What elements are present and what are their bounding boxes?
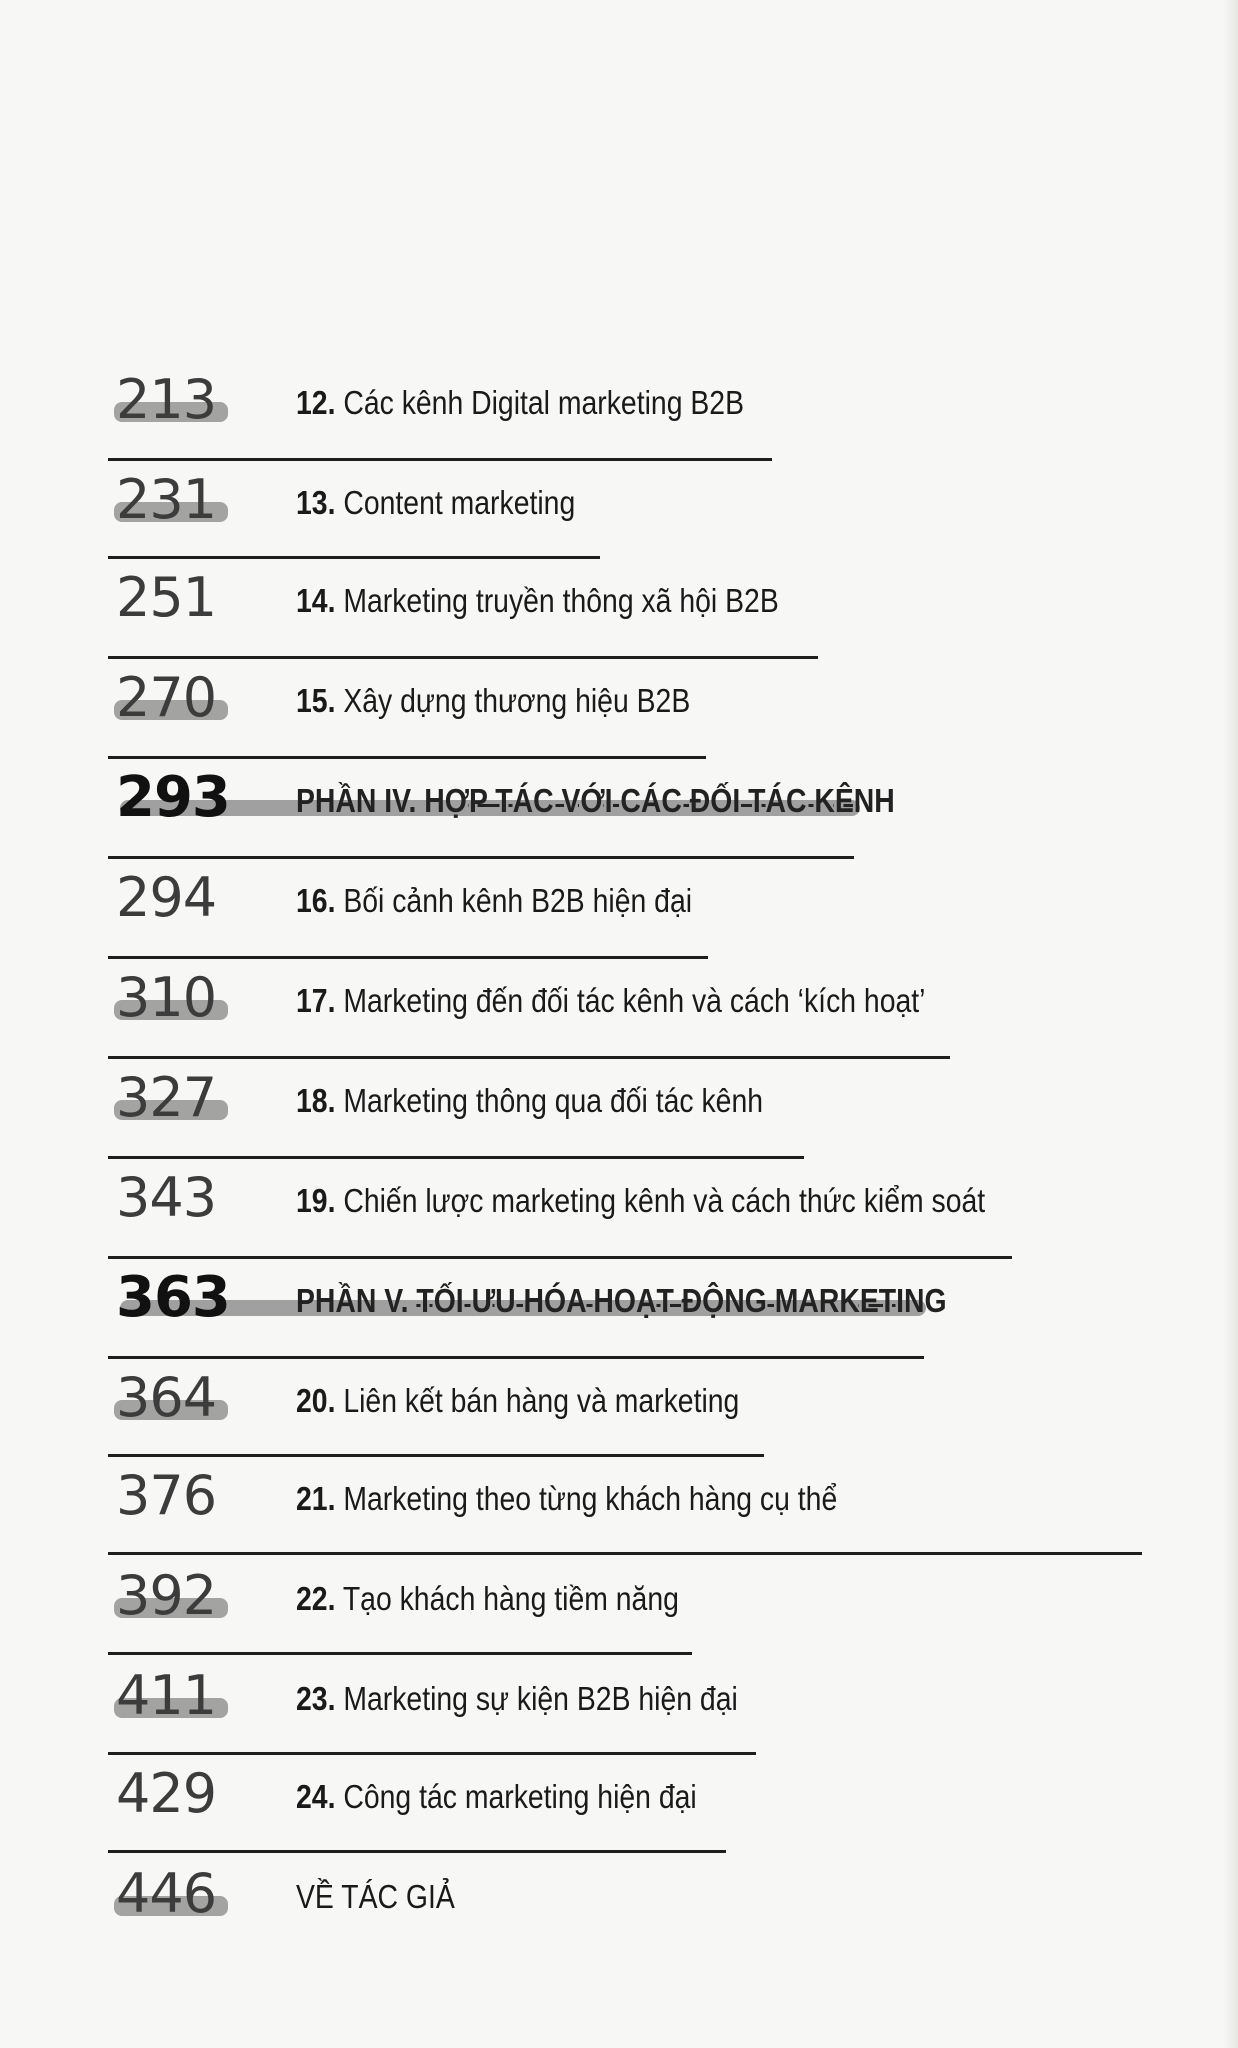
- chapter-number: 13.: [296, 484, 336, 521]
- toc-entry: [0, 1754, 1238, 1854]
- page-number: 327: [116, 1068, 234, 1128]
- separator-rule: [108, 1652, 692, 1655]
- toc-entry: [0, 1358, 1238, 1458]
- entry-title: [296, 1280, 947, 1322]
- page-number: 270: [116, 668, 234, 728]
- toc-entry: [0, 1058, 1238, 1158]
- page-number: 411: [116, 1666, 234, 1726]
- page-number: 294: [116, 866, 217, 929]
- chapter-number: 24.: [296, 1778, 336, 1815]
- entry-title: [296, 1578, 679, 1620]
- entry-title: [296, 1380, 739, 1422]
- toc-entry: [0, 1656, 1238, 1756]
- part-title: TỐI ƯU HÓA HOẠT ĐỘNG MARKETING: [416, 1282, 947, 1319]
- page-number: 429: [116, 1762, 217, 1825]
- separator-rule: [108, 1850, 726, 1853]
- part-number: PHẦN IV.: [296, 782, 417, 819]
- chapter-number: 21.: [296, 1480, 336, 1517]
- toc-entry: [0, 1556, 1238, 1656]
- chapter-title: VỀ TÁC GIẢ: [296, 1878, 455, 1915]
- entry-title: [296, 1080, 763, 1122]
- page-number: 392: [116, 1566, 234, 1626]
- chapter-title: Marketing theo từng khách hàng cụ thể: [343, 1480, 838, 1517]
- chapter-number: 22.: [296, 1580, 336, 1617]
- page-number: 251: [116, 566, 217, 629]
- chapter-number: 16.: [296, 882, 336, 919]
- entry-title: [296, 780, 895, 822]
- chapter-number: 23.: [296, 1680, 336, 1717]
- chapter-title: Marketing truyền thông xã hội B2B: [343, 582, 779, 619]
- toc-part-entry: [0, 758, 1238, 858]
- chapter-title: Các kênh Digital marketing B2B: [343, 384, 745, 421]
- entry-title: [296, 580, 779, 622]
- chapter-title: Marketing thông qua đối tác kênh: [343, 1082, 764, 1119]
- part-number: PHẦN V.: [296, 1282, 409, 1319]
- toc-entry: [0, 360, 1238, 460]
- toc-entry: [0, 658, 1238, 758]
- entry-title: [296, 1776, 697, 1818]
- page-number: 363: [116, 1265, 230, 1330]
- chapter-title: Công tác marketing hiện đại: [343, 1778, 697, 1815]
- chapter-title: Chiến lược marketing kênh và cách thức kiểm soát: [343, 1182, 986, 1219]
- chapter-title: Marketing đến đối tác kênh và cách ‘kích hoạt’: [343, 982, 926, 1019]
- chapter-number: 19.: [296, 1182, 336, 1219]
- page-number: 231: [116, 470, 234, 530]
- chapter-number: 14.: [296, 582, 336, 619]
- entry-title: [296, 482, 575, 524]
- entry-title: [296, 382, 744, 424]
- page-number: 376: [116, 1464, 217, 1527]
- entry-title: [296, 880, 692, 922]
- chapter-title: Liên kết bán hàng và marketing: [343, 1382, 740, 1419]
- toc-entry: [0, 958, 1238, 1058]
- chapter-number: 17.: [296, 982, 336, 1019]
- chapter-title: Xây dựng thương hiệu B2B: [343, 682, 691, 719]
- chapter-number: 12.: [296, 384, 336, 421]
- page-number: 446: [116, 1864, 234, 1924]
- entry-title: [296, 980, 925, 1022]
- page-number: 310: [116, 968, 234, 1028]
- page-number: 213: [116, 370, 234, 430]
- chapter-number: 20.: [296, 1382, 336, 1419]
- page-number: 364: [116, 1368, 234, 1428]
- entry-title: [296, 680, 690, 722]
- toc-entry: [0, 558, 1238, 658]
- page-number: 293: [116, 765, 230, 830]
- chapter-title: Tạo khách hàng tiềm năng: [342, 1580, 679, 1617]
- chapter-number: 15.: [296, 682, 336, 719]
- chapter-title: Content marketing: [343, 484, 576, 521]
- toc-entry: [0, 460, 1238, 560]
- toc-entry: [0, 1854, 1238, 1954]
- part-title: HỢP TÁC VỚI CÁC ĐỐI TÁC KÊNH: [424, 782, 895, 819]
- toc-entry: [0, 1158, 1238, 1258]
- page-number: 343: [116, 1166, 217, 1229]
- chapter-number: 18.: [296, 1082, 336, 1119]
- separator-rule: [108, 1552, 1142, 1555]
- toc-part-entry: [0, 1258, 1238, 1358]
- toc-entry: [0, 858, 1238, 958]
- entry-title: [296, 1876, 455, 1918]
- entry-title: [296, 1180, 985, 1222]
- entry-title: [296, 1678, 738, 1720]
- toc-entry: [0, 1456, 1238, 1556]
- chapter-title: Bối cảnh kênh B2B hiện đại: [343, 882, 693, 919]
- chapter-title: Marketing sự kiện B2B hiện đại: [343, 1680, 738, 1717]
- entry-title: [296, 1478, 837, 1520]
